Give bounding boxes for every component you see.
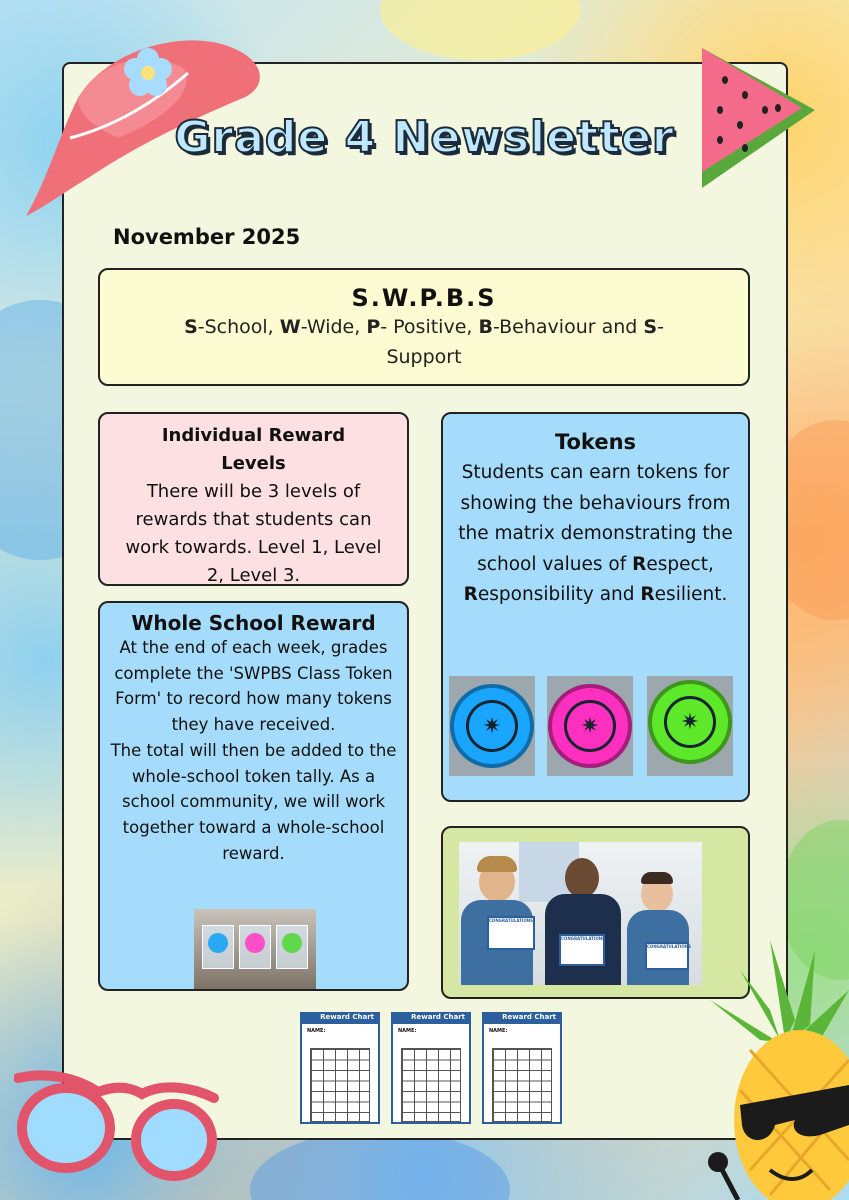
sunglasses-icon <box>14 1068 220 1182</box>
students-photo <box>459 842 702 985</box>
token-resilience <box>648 680 732 764</box>
whole-school-reward-text-2: The total will then be added to the whole-school token tally. As a school community, we will work together toward a whole-school reward. <box>110 740 397 863</box>
tokens-text: Students can earn tokens for showing the behaviours from the matrix demonstrating the school values of Respect, Responsibility and Resilient. <box>458 462 733 605</box>
pineapple-icon <box>700 930 849 1200</box>
newsletter-title: Grade 4 Newsletter <box>174 112 675 163</box>
reward-chart-sheet <box>300 1012 380 1124</box>
token-responsibility <box>548 684 632 768</box>
reward-chart-sheet <box>391 1012 471 1124</box>
grass-icon: ✷ <box>564 700 616 752</box>
swpbs-definition: S-School, W-Wide, P- Positive, B-Behaviour and S-Support <box>184 316 664 368</box>
reward-chart-grid <box>492 1048 552 1122</box>
whole-school-reward-text-1: At the end of each week, grades complete the 'SWPBS Class Token Form' to record how many tokens they have received. <box>114 638 393 735</box>
individual-reward-box <box>98 412 409 586</box>
certificate: CONGRATULATIONS <box>645 942 689 970</box>
reward-chart-grid <box>310 1048 370 1122</box>
reward-chart-title: Reward Chart <box>502 1013 556 1021</box>
reward-chart-name-label: NAME: <box>398 1028 417 1034</box>
newsletter-date: November 2025 <box>113 225 301 249</box>
tokens-heading: Tokens <box>554 430 637 454</box>
token-jars-photo <box>194 909 316 989</box>
reward-chart-name-label: NAME: <box>307 1028 326 1034</box>
certificate: CONGRATULATIONS <box>487 916 535 950</box>
reward-chart-grid <box>401 1048 461 1122</box>
swpbs-heading: S.W.P.B.S <box>351 284 497 312</box>
reward-chart-title: Reward Chart <box>411 1013 465 1021</box>
grass-icon: ✷ <box>466 700 518 752</box>
grass-icon: ✷ <box>664 696 716 748</box>
paint-splash <box>380 0 580 60</box>
whole-school-reward-heading: Whole School Reward <box>131 611 376 635</box>
reward-chart-name-label: NAME: <box>489 1028 508 1034</box>
reward-chart-sheet <box>482 1012 562 1124</box>
token-respect <box>450 684 534 768</box>
certificate: CONGRATULATIONS <box>559 934 605 966</box>
individual-reward-heading: Individual Reward Levels <box>161 425 346 474</box>
individual-reward-text: There will be 3 levels of rewards that students can work towards. Level 1, Level 2, Level 3. <box>125 481 382 586</box>
reward-chart-title: Reward Chart <box>320 1013 374 1021</box>
whole-school-reward-box <box>98 601 409 991</box>
swpbs-box <box>98 268 750 386</box>
paint-splash <box>250 1130 510 1200</box>
